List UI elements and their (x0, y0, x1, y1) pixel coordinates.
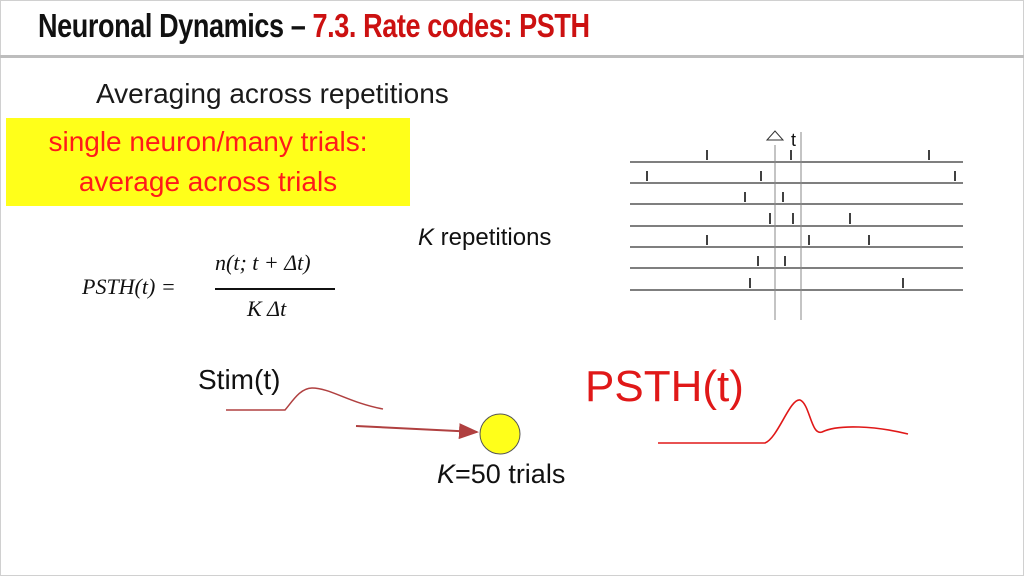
neuron-icon (480, 414, 520, 454)
delta-marker-icon (767, 131, 783, 140)
spike-raster (630, 130, 963, 320)
callout-line-2: average across trials (78, 166, 338, 197)
stim-curve (226, 388, 383, 410)
title-main: Neuronal Dynamics – (38, 7, 313, 44)
arrow-to-neuron (356, 426, 477, 432)
psth-label: PSTH(t) (585, 362, 744, 411)
title-highlight: 7.3. Rate codes: PSTH (312, 7, 590, 44)
repetitions-text: repetitions (434, 224, 552, 251)
callout-line-1: single neuron/many trials: (48, 126, 368, 157)
formula-numerator: n(t; t + Δt) (215, 250, 311, 275)
formula-denominator: K Δt (247, 296, 287, 321)
slide-subtitle: Averaging across repetitions (96, 78, 449, 109)
stim-label: Stim(t) (198, 364, 281, 395)
repetitions-k: K (418, 224, 435, 251)
formula-lhs: PSTH(t) = (82, 274, 176, 299)
trials-k: K (437, 459, 456, 489)
psth-curve (658, 400, 908, 443)
trials-text: =50 trials (455, 459, 566, 489)
time-marker-label: t (791, 130, 797, 150)
